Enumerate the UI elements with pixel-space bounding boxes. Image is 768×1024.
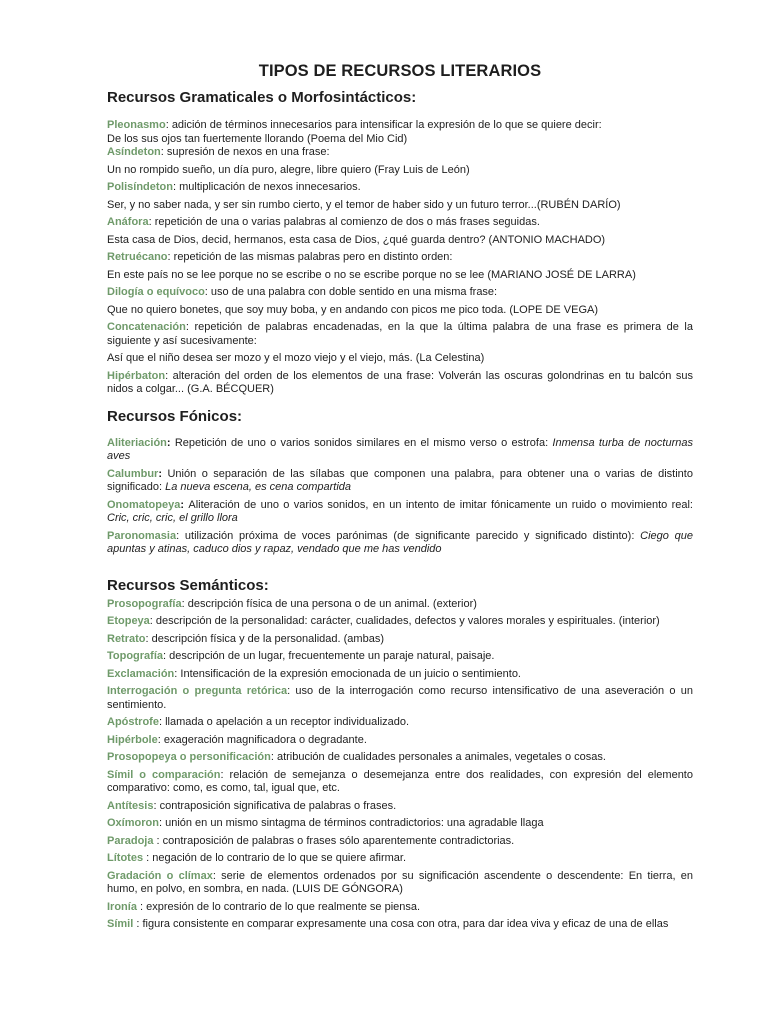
term: Anáfora	[107, 216, 149, 228]
section-heading-semanticos: Recursos Semánticos:	[107, 576, 269, 594]
definition: descripción física de una persona o de un animal. (exterior)	[187, 597, 477, 610]
term: Concatenación	[107, 321, 186, 333]
term: Paradoja	[107, 834, 154, 847]
example-italic: La nueva escena, es cena compartida	[165, 481, 351, 493]
term: Calumbur	[107, 467, 159, 480]
term: Etopeya	[107, 615, 150, 627]
term: Prosopografía	[107, 597, 182, 610]
term: Dilogía o equívoco	[107, 286, 205, 298]
term: Polisíndeton	[107, 181, 173, 193]
term: Exclamación	[107, 667, 175, 680]
term: Símil	[107, 918, 134, 930]
entry-prosopopeya: Prosopopeya o personificación: atribución de cualidades personales a animales, vegetales o cosas.	[107, 751, 606, 763]
entry-apostrofe: Apóstrofe: llamada o apelación a un receptor individualizado.	[107, 716, 410, 728]
entry-gradacion: Gradación o clímax: serie de elementos ordenados por su significación ascendente o descendente: En tierra, en humo, en polvo, en sombra, en nada. (LUIS DE GÓNGORA)	[107, 869, 693, 895]
entry-hiperbaton: Hipérbaton: alteración del orden de los elementos de una frase: Volverán las oscuras golondrinas en tu balcón sus nidos a colgar... (G.A. BÉCQUER)	[107, 369, 693, 395]
term: Pleonasmo	[107, 119, 166, 131]
section-fonicos	[107, 437, 693, 557]
definition: supresión de nexos en una frase:	[166, 146, 330, 158]
term: Hipérbaton	[107, 369, 166, 382]
example: De los sus ojos tan fuertemente llorando (Poema del Mio Cid)	[107, 132, 408, 145]
section-heading-gramaticales: Recursos Gramaticales o Morfosintácticos:	[107, 89, 417, 106]
example-retruecano: En este país no se lee porque no se escribe o no se escribe porque no se lee (MARIANO JOSÉ DE LARRA)	[107, 268, 636, 281]
entry-retrato: Retrato: descripción física y de la personalidad. (ambas)	[107, 632, 384, 645]
example-polisindeton: Ser, y no saber nada, y ser sin rumbo cierto, y el temor de haber sido y un futuro terror...(RUBÉN DARÍO)	[107, 198, 621, 211]
example-italic: Inmensa turba de nocturnas aves	[107, 436, 693, 462]
definition: relación de semejanza o desemejanza entre dos realidades, con expresión del elemento comparativo: como, es como, tal, igual que, etc.	[107, 768, 693, 794]
term: Asíndeton	[107, 146, 161, 158]
definition: adición de términos innecesarios para intensificar la expresión de lo que se quiere decir:	[171, 119, 602, 131]
entry-concatenacion: Concatenación: repetición de palabras encadenadas, en la que la última palabra de una frase es primera de la siguiente y así sucesivamente:	[107, 321, 693, 347]
definition: contraposición de palabras o frases sólo aparentemente contradictorias.	[162, 834, 515, 847]
definition: serie de elementos ordenados por su significación ascendente o descendente: En tierra, en humo, en polvo, en sombra, en nada. (LUIS DE GÓNGORA)	[107, 869, 693, 895]
definition: expresión de lo contrario de lo que realmente se piensa.	[146, 900, 421, 913]
definition: descripción de un lugar, frecuentemente un paraje natural, paisaje.	[169, 650, 495, 662]
term: Oxímoron	[107, 817, 159, 829]
definition: exageración magnificadora o degradante.	[163, 733, 367, 746]
example-italic: Ciego que apuntas y atinas, caduco dios y rapaz, vendado que me has vendido	[107, 529, 693, 555]
entry-onomatopeya: Onomatopeya: Aliteración de uno o varios sonidos, en un intento de imitar fónicamente un ruido o movimiento real: Cric, cric, cric, el grillo llora	[107, 498, 693, 524]
definition: atribución de cualidades personales a animales, vegetales o cosas.	[276, 751, 606, 763]
term: Topografía	[107, 650, 164, 662]
definition: descripción física y de la personalidad. (ambas)	[151, 632, 384, 645]
definition: figura consistente en comparar expresamente una cosa con otra, para dar idea viva y eficaz de una de ellas	[142, 918, 669, 930]
term: Ironía	[107, 900, 137, 913]
entry-antitesis: Antítesis: contraposición significativa de palabras o frases.	[107, 799, 397, 812]
entry-retruecano: Retruécano: repetición de las mismas palabras pero en distinto orden:	[107, 251, 453, 263]
definition: contraposición significativa de palabras o frases.	[159, 799, 397, 812]
definition: utilización próxima de voces parónimas (de significante parecido y significado distinto):	[184, 529, 641, 542]
term: Lítotes	[107, 852, 144, 864]
entry-simil: Símil : figura consistente en comparar expresamente una cosa con otra, para dar idea viva y eficaz de una de ellas	[107, 918, 669, 930]
entry-anafora: Anáfora: repetición de una o varias palabras al comienzo de dos o más frases seguidas.	[107, 216, 540, 228]
term: Símil o comparación	[107, 768, 221, 781]
entry-ironia: Ironía : expresión de lo contrario de lo que realmente se piensa.	[107, 900, 421, 913]
term: Aliteriación	[107, 436, 167, 449]
term: Interrogación o pregunta retórica	[107, 685, 288, 697]
example-italic: Cric, cric, cric, el grillo llora	[107, 512, 238, 524]
entry-topografia: Topografía: descripción de un lugar, frecuentemente un paraje natural, paisaje.	[107, 650, 495, 662]
term: Retruécano	[107, 251, 168, 263]
definition: Aliteración de uno o varios sonidos, en un intento de imitar fónicamente un ruido o movimiento real:	[188, 498, 693, 511]
section-heading-fonicos: Recursos Fónicos:	[107, 407, 243, 425]
definition: negación de lo contrario de lo que se quiere afirmar.	[152, 852, 407, 864]
definition: Repetición de uno o varios sonidos similares en el mismo verso o estrofa:	[174, 436, 553, 449]
term: Gradación o clímax	[107, 869, 213, 882]
definition: unión en un mismo sintagma de términos contradictorios: una agradable llaga	[165, 817, 544, 829]
definition: llamada o apelación a un receptor individualizado.	[165, 716, 410, 728]
entry-polisindeton: Polisíndeton: multiplicación de nexos innecesarios.	[107, 181, 361, 193]
entry-paronomasia: Paronomasia: utilización próxima de voces parónimas (de significante parecido y significado distinto): Ciego que apuntas y atinas, caduco dios y rapaz, vendado que me has vendido	[107, 529, 693, 555]
term: Retrato	[107, 632, 146, 645]
definition: repetición de las mismas palabras pero en distinto orden:	[173, 251, 453, 263]
entry-interrogacion: Interrogación o pregunta retórica: uso de la interrogación como recurso intensificativo de una aseveración o un sentimiento.	[107, 685, 693, 711]
example-anafora: Esta casa de Dios, decid, hermanos, esta casa de Dios, ¿qué guarda dentro? (ANTONIO MACHADO)	[107, 233, 606, 246]
definition: uso de la interrogación como recurso intensificativo de una aseveración o un sentimiento.	[107, 685, 693, 711]
entry-exclamacion: Exclamación: Intensificación de la expresión emocionada de un juicio o sentimiento.	[107, 667, 521, 680]
entry-simil-comparacion: Símil o comparación: relación de semejanza o desemejanza entre dos realidades, con expresión del elemento comparativo: como, es como, tal, igual que, etc.	[107, 768, 693, 794]
document-title: TIPOS DE RECURSOS LITERARIOS	[258, 62, 542, 80]
example-dilogia: Que no quiero bonetes, que soy muy boba, y en andando con picos me pico toda. (LOPE DE VEGA)	[107, 303, 599, 316]
entry-paradoja: Paradoja : contraposición de palabras o frases sólo aparentemente contradictorias.	[107, 834, 515, 847]
entry-aliteriacion: Aliteriación: Repetición de uno o varios sonidos similares en el mismo verso o estrofa: Inmensa turba de nocturnas aves	[107, 436, 693, 462]
entry-dilogia: Dilogía o equívoco: uso de una palabra con doble sentido en una misma frase:	[107, 286, 498, 298]
term: Paronomasia	[107, 529, 177, 542]
term: Prosopopeya o personificación	[107, 751, 271, 763]
example-concatenacion: Así que el niño desea ser mozo y el mozo viejo y el viejo, más. (La Celestina)	[107, 352, 485, 364]
term: Apóstrofe	[107, 716, 159, 728]
entry-prosopografia: Prosopografía: descripción física de una persona o de un animal. (exterior)	[107, 597, 477, 610]
entry-litotes: Lítotes : negación de lo contrario de lo que se quiere afirmar.	[107, 852, 407, 864]
entry-asindeton: Asíndeton: supresión de nexos en una frase:	[107, 146, 330, 158]
section-semanticos	[107, 598, 693, 932]
definition: Intensificación de la expresión emocionada de un juicio o sentimiento.	[180, 667, 521, 680]
example-asindeton: Un no rompido sueño, un día puro, alegre, libre quiero (Fray Luis de León)	[107, 163, 470, 176]
definition: multiplicación de nexos innecesarios.	[179, 181, 361, 193]
section-gramaticales	[107, 119, 693, 397]
entry-etopeya: Etopeya: descripción de la personalidad: carácter, cualidades, defectos y valores morales y espirituales. (interior)	[107, 615, 660, 627]
definition: alteración del orden de los elementos de una frase: Volverán las oscuras golondrinas en tu balcón sus nidos a colgar... (G.A. BÉCQUER)	[107, 369, 693, 395]
entry-hiperbole: Hipérbole: exageración magnificadora o degradante.	[107, 733, 367, 746]
entry-calumbur: Calumbur: Unión o separación de las sílabas que componen una palabra, para obtener una o varias de distinto significado: La nueva escena, es cena compartida	[107, 467, 693, 493]
definition: uso de una palabra con doble sentido en una misma frase:	[210, 286, 498, 298]
entry-pleonasmo: Pleonasmo: adición de términos innecesarios para intensificar la expresión de lo que se quiere decir: De los sus ojos tan fuertemente llorando (Poema del Mio Cid)	[107, 119, 602, 145]
entry-oximoron: Oxímoron: unión en un mismo sintagma de términos contradictorios: una agradable llaga	[107, 817, 544, 829]
document-page	[107, 62, 693, 936]
term: Antítesis	[107, 799, 154, 812]
term: Onomatopeya	[107, 498, 181, 511]
definition: descripción de la personalidad: carácter, cualidades, defectos y valores morales y espirituales. (interior)	[155, 615, 660, 627]
definition: repetición de una o varias palabras al comienzo de dos o más frases seguidas.	[154, 216, 540, 228]
definition: Unión o separación de las sílabas que componen una palabra, para obtener una o varias de distinto significado:	[107, 467, 693, 493]
term: Hipérbole	[107, 733, 158, 746]
definition: repetición de palabras encadenadas, en la que la última palabra de una frase es primera de la siguiente y así sucesivamente:	[107, 321, 693, 347]
